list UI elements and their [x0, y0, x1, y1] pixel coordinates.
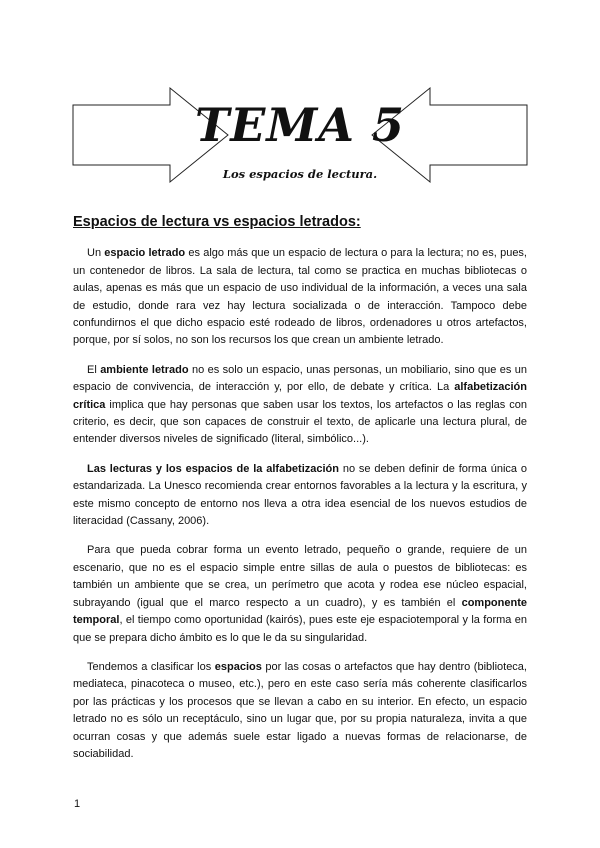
- paragraph: [73, 659, 527, 763]
- paragraph-text: implica que hay personas que saben usar los textos, los artefactos o las reglas con criterio, es decir, que son capaces de construir el texto, de aplicarle una lectura plural, de entender diversos niveles de significado (literal, simbólico...).: [73, 398, 527, 446]
- document-body: [73, 214, 527, 775]
- document-header: [0, 0, 600, 200]
- document-title: TEMA 5: [195, 98, 405, 152]
- bold-term: ambiente letrado: [100, 363, 189, 376]
- paragraph-text: , el tiempo como oportunidad (kairós), pues este eje espaciotemporal y la forma en que se prepara dicho ámbito es lo que le da su singularidad.: [73, 614, 527, 644]
- paragraph-text: no es solo un espacio, unas personas, un mobiliario, sino que es un espacio de convivencia, de interacción y, por ello, de debate y crítica. La: [73, 363, 527, 394]
- paragraph-text: es algo más que un espacio de lectura o para la lectura; no es, pues, un contenedor de libros. La sala de lectura, tal como se practica en muchas bibliotecas o aulas, apenas es más que un espacio de uso individual de la información, a veces una sala de estudio, donde rara vez hay lectura socializada o de interacción. Tampoco debe confundirnos el que dicho espacio esté rodeado de libros, ordenadores u otros artefactos, porque, por sí solos, no son los recursos los que crean un ambiente letrado.: [73, 247, 527, 347]
- page-number: 1: [74, 798, 81, 810]
- paragraph: [73, 245, 527, 349]
- paragraph: [73, 542, 527, 646]
- paragraph-text: Para que pueda cobrar forma un evento letrado, pequeño o grande, requiere de un escenario, que no es el espacio simple entre sillas de aula o puestos de bibliotecas: es también un ambiente que se crea, un perímetro que acota y rodea ese núcleo espacial, subrayando (igual que el marco respecto a un cuadro), y es también el: [73, 544, 527, 609]
- bold-term: espacios: [214, 660, 262, 673]
- paragraph: [73, 461, 527, 531]
- paragraph-text: por las cosas o artefactos que hay dentro (biblioteca, mediateca, pinacoteca o museo, etc.), pero en este caso sería más coherente clasificarlos por las prácticas y los procesos que se llevan a cabo en su interior. En efecto, un espacio letrado no es sólo un receptáculo, sino un lugar que, por su propia naturaleza, invita a que ocurran cosas y que además suele estar ligado a nuevas formas de relacionarse, de sociabilidad.: [73, 660, 527, 760]
- paragraph-text: El: [87, 363, 101, 376]
- section-heading: Espacios de lectura vs espacios letrados:: [73, 214, 361, 230]
- document-subtitle: Los espacios de lectura.: [222, 167, 378, 181]
- paragraph-list: [73, 245, 527, 763]
- bold-term: alfabetización crítica: [73, 381, 527, 411]
- paragraph-text: Tendemos a clasificar los: [87, 660, 215, 673]
- paragraph: [73, 362, 527, 449]
- paragraph-text: Un: [87, 247, 105, 260]
- bold-term: espacio letrado: [104, 247, 186, 260]
- paragraph-text: no se deben definir de forma única o estandarizada. La Unesco recomienda crear entornos favorables a la lectura y la escritura, y este mismo concepto de entorno nos lleva a otra idea esencial de los nuevos estudios de literacidad (Cassany, 2006).: [73, 462, 527, 528]
- bold-term: Las lecturas y los espacios de la alfabetización: [87, 462, 339, 475]
- bold-term: componente temporal: [73, 596, 527, 627]
